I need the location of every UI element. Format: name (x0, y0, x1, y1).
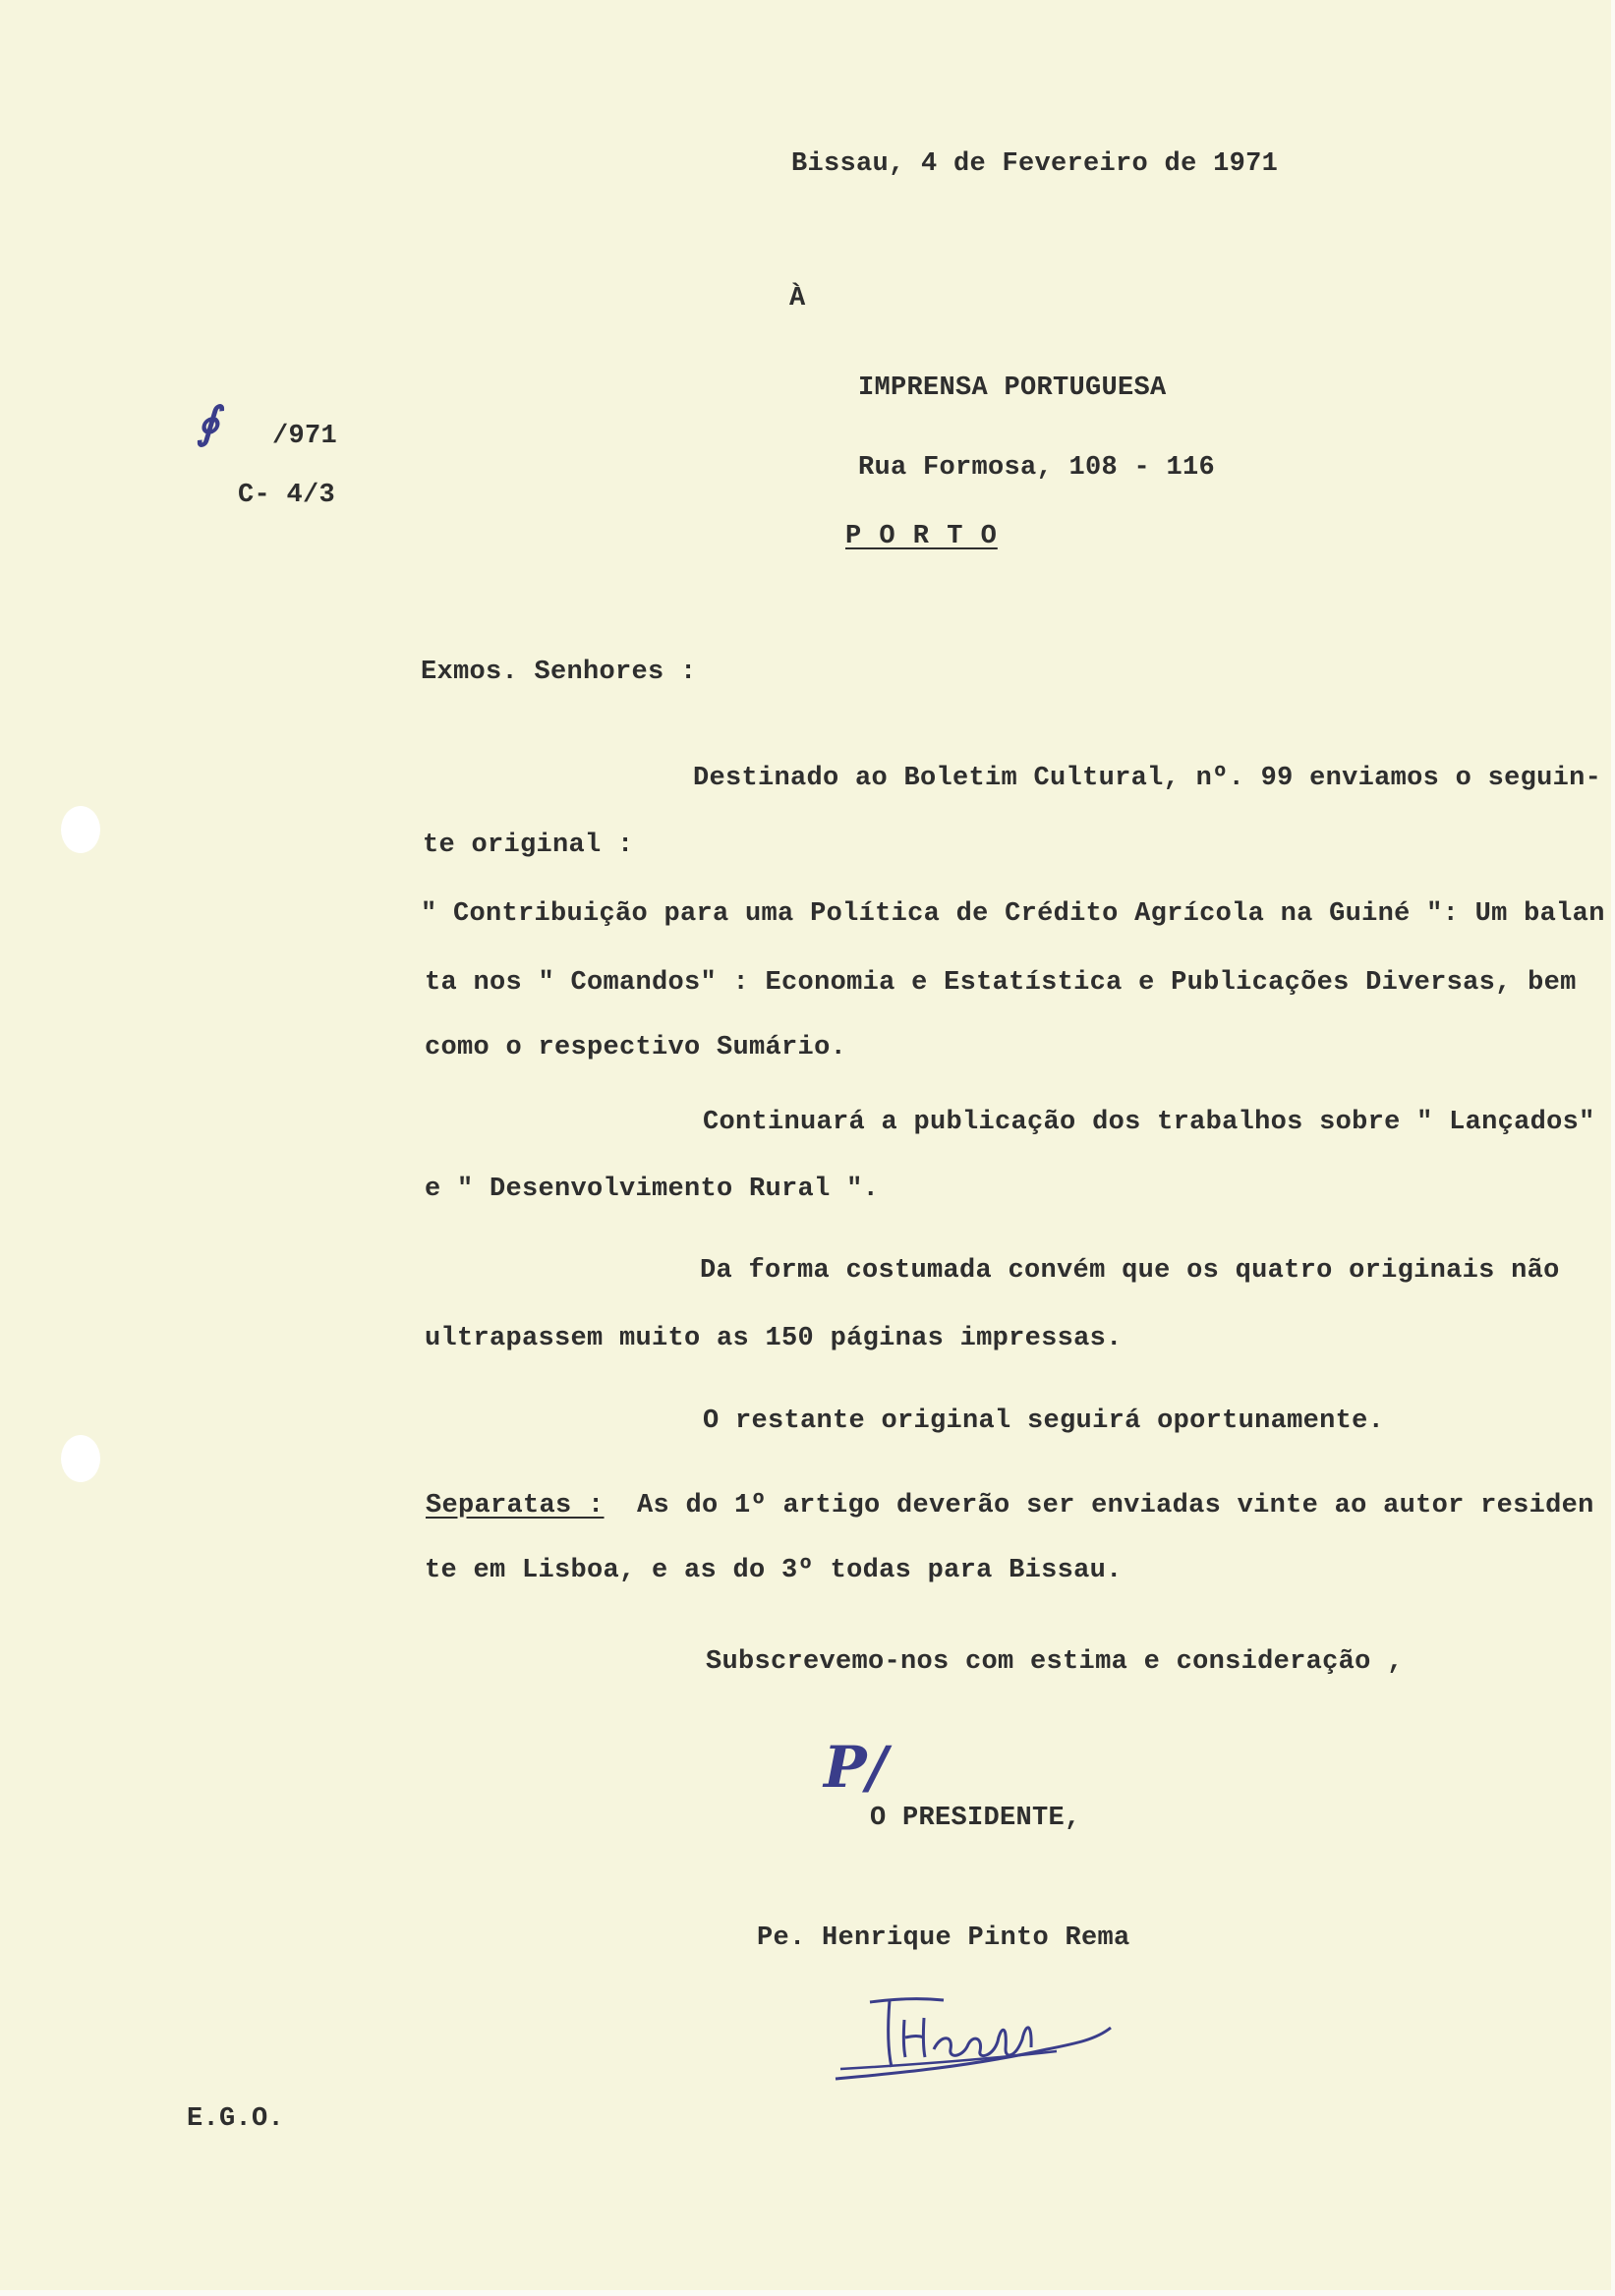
punch-hole-top (61, 806, 100, 853)
page-edge-bottom (0, 2290, 1615, 2296)
body-line: ta nos " Comandos" : Economia e Estatística e Publicações Diversas, bem (425, 968, 1577, 998)
separatas-label: Separatas : (426, 1491, 605, 1521)
body-line: te original : (423, 831, 634, 860)
body-line: e " Desenvolvimento Rural ". (425, 1175, 880, 1204)
body-line: ultrapassem muito as 150 páginas impressas. (425, 1324, 1123, 1353)
body-line: Continuará a publicação dos trabalhos sobre " Lançados" (703, 1108, 1595, 1137)
body-line: " Contribuição para uma Política de Crédito Agrícola na Guiné ": Um balan (421, 899, 1605, 929)
street-address: Rua Formosa, 108 - 116 (858, 453, 1216, 483)
typist-initials: E.G.O. (187, 2104, 285, 2134)
pp-mark: P/ (824, 1734, 888, 1801)
punch-hole-bottom (61, 1435, 100, 1482)
body-line: como o respectivo Sumário. (425, 1033, 847, 1062)
city: P O R T O (845, 522, 998, 551)
handwritten-signature (831, 1980, 1125, 2089)
addressee: IMPRENSA PORTUGUESA (858, 373, 1167, 403)
body-line: Da forma costumada convém que os quatro originais não (700, 1256, 1560, 1286)
to-marker: À (789, 284, 806, 314)
page-edge-right (1611, 0, 1615, 2296)
body-line: O restante original seguirá oportunamente. (703, 1406, 1385, 1436)
closing-line: Subscrevemo-nos com estima e consideração , (706, 1647, 1404, 1677)
reference-number: /971 (272, 422, 338, 451)
reference-mark-symbol: ∮ (197, 398, 219, 448)
body-line: te em Lisboa, e as do 3º todas para Bissau. (425, 1556, 1123, 1585)
signatory-name: Pe. Henrique Pinto Rema (757, 1923, 1130, 1953)
date-line: Bissau, 4 de Fevereiro de 1971 (791, 149, 1279, 179)
signatory-title: O PRESIDENTE, (870, 1804, 1081, 1833)
body-line: As do 1º artigo deverão ser enviadas vinte ao autor residen (637, 1491, 1594, 1521)
file-code: C- 4/3 (238, 481, 336, 510)
body-line: Destinado ao Boletim Cultural, nº. 99 enviamos o seguin- (693, 764, 1602, 793)
salutation: Exmos. Senhores : (421, 658, 697, 687)
